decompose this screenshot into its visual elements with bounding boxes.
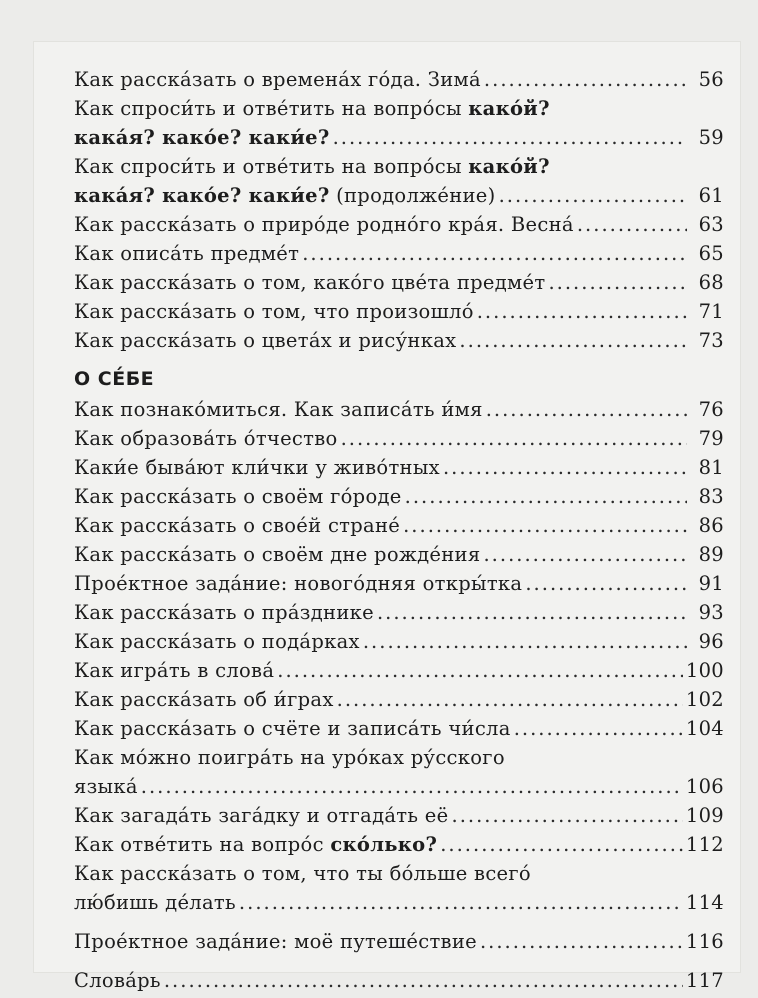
toc-entry [74, 329, 724, 358]
entry-title-bold: кака́я? како́е? каки́е? [74, 126, 330, 149]
page-number: 96 [698, 630, 724, 653]
page-number: 91 [698, 572, 724, 595]
entry-title: Как расска́зать о пода́рках [74, 630, 360, 653]
toc-entry [74, 242, 724, 271]
entry-title: Каки́е быва́ют кли́чки у живо́тных [74, 456, 440, 479]
entry-title-cont: языка́ [74, 775, 138, 798]
dot-leader [302, 242, 687, 265]
entry-title: Как образова́ть о́тчество [74, 427, 338, 450]
entry-title: Прое́ктное зада́ние: моё путеше́ствие [74, 930, 477, 953]
page-number: 68 [698, 271, 724, 294]
entry-title: Как познако́миться. Как записа́ть и́мя [74, 398, 483, 421]
entry-title-bold: како́й? [468, 155, 550, 178]
page-number: 93 [698, 601, 724, 624]
dot-leader [277, 659, 683, 682]
entry-title-bold: ско́лько? [330, 833, 438, 856]
toc-entry [74, 833, 724, 862]
dot-leader [459, 329, 687, 352]
entry-title: Как игра́ть в слова́ [74, 659, 275, 682]
toc-entry [74, 485, 724, 514]
dot-leader [363, 630, 687, 653]
entry-title-text: Как отве́тить на вопро́с [74, 833, 331, 856]
toc-entry [74, 930, 724, 959]
entry-title-text: Как спроси́ть и отве́тить на вопро́сы [74, 155, 462, 178]
entry-title [74, 97, 550, 120]
page-number: 116 [685, 930, 724, 953]
toc-entry-line2 [74, 184, 724, 213]
entry-title: Как расска́зать о том, како́го цве́та предме́т [74, 271, 546, 294]
dot-leader [577, 213, 687, 236]
entry-title [74, 833, 437, 856]
toc-entry [74, 271, 724, 300]
entry-title: Как мо́жно поигра́ть на уро́ках ру́сского [74, 746, 505, 769]
page-number: 79 [698, 427, 724, 450]
dot-leader [405, 485, 687, 508]
toc-entry-line2 [74, 775, 724, 804]
dot-leader [548, 271, 687, 294]
toc-entry-line1 [74, 97, 724, 126]
dot-leader [477, 300, 687, 323]
dot-leader [239, 891, 683, 914]
toc-entry [74, 300, 724, 329]
entry-title: Как расска́зать о цвета́х и рису́нках [74, 329, 457, 352]
dot-leader [483, 543, 687, 566]
entry-title-bold: како́й? [468, 97, 550, 120]
toc-entry [74, 717, 724, 746]
toc-entry [74, 543, 724, 572]
dot-leader [333, 126, 687, 149]
entry-title: Как загада́ть зага́дку и отгада́ть её [74, 804, 449, 827]
table-of-contents [74, 68, 724, 998]
dot-leader [443, 456, 687, 479]
entry-title-bold: кака́я? како́е? каки́е? [74, 184, 330, 207]
page-number: 56 [698, 68, 724, 91]
toc-entry-line1 [74, 155, 724, 184]
toc-entry [74, 398, 724, 427]
dot-leader [341, 427, 687, 450]
toc-entry [74, 427, 724, 456]
toc-entry [74, 659, 724, 688]
toc-entry [74, 572, 724, 601]
page-number: 102 [685, 688, 724, 711]
dot-leader [486, 398, 687, 421]
page-number: 73 [698, 329, 724, 352]
toc-entry [74, 68, 724, 97]
dot-leader [164, 969, 683, 992]
page-number: 112 [685, 833, 724, 856]
page-number: 81 [698, 456, 724, 479]
page-number: 65 [698, 242, 724, 265]
entry-title: Как описа́ть предме́т [74, 242, 300, 265]
entry-title: Как расска́зать о своём го́роде [74, 485, 402, 508]
toc-group-c [74, 930, 724, 959]
dot-leader [440, 833, 683, 856]
dot-leader [514, 717, 683, 740]
entry-title: Как расска́зать о времена́х го́да. Зима́ [74, 68, 481, 91]
entry-title: Как расска́зать о своём дне рожде́ния [74, 543, 481, 566]
entry-title: Как расска́зать о счёте и записа́ть чи́сла [74, 717, 511, 740]
section-heading: О СЕ́БЕ [74, 368, 155, 390]
toc-group-b [74, 398, 724, 920]
entry-title: Слова́рь [74, 969, 161, 992]
page-number: 117 [685, 969, 724, 992]
page-number: 59 [698, 126, 724, 149]
page-number: 86 [698, 514, 724, 537]
toc-entry [74, 456, 724, 485]
page-number: 61 [698, 184, 724, 207]
page-number: 63 [698, 213, 724, 236]
dot-leader [141, 775, 683, 798]
toc-entry-line2 [74, 126, 724, 155]
dot-leader [499, 184, 687, 207]
entry-title: Как расска́зать о свое́й стране́ [74, 514, 401, 537]
toc-group-a [74, 68, 724, 358]
entry-title [74, 155, 550, 178]
page-number: 104 [685, 717, 724, 740]
toc-entry-line1 [74, 862, 724, 891]
page-number: 83 [698, 485, 724, 508]
dot-leader [377, 601, 687, 624]
dot-leader [484, 68, 687, 91]
toc-entry-line2 [74, 891, 724, 920]
entry-title: Как расска́зать о том, что ты бо́льше всего́ [74, 862, 531, 885]
toc-entry [74, 688, 724, 717]
entry-title: Как расска́зать о приро́де родно́го кра́я. Весна́ [74, 213, 574, 236]
page-number: 106 [685, 775, 724, 798]
page-number: 114 [685, 891, 724, 914]
dot-leader [452, 804, 683, 827]
toc-entry [74, 601, 724, 630]
page-number: 71 [698, 300, 724, 323]
dot-leader [525, 572, 687, 595]
toc-entry [74, 630, 724, 659]
entry-title-cont [74, 126, 330, 149]
toc-entry [74, 213, 724, 242]
entry-title-text: (продолже́ние) [329, 184, 496, 207]
page-number: 109 [685, 804, 724, 827]
entry-title-cont: лю́бишь де́лать [74, 891, 236, 914]
entry-title-cont [74, 184, 496, 207]
dot-leader [403, 514, 687, 537]
entry-title: Как расска́зать о пра́зднике [74, 601, 374, 624]
toc-entry [74, 804, 724, 833]
page-number: 76 [698, 398, 724, 421]
toc-entry-line1 [74, 746, 724, 775]
entry-title: Как расска́зать об и́грах [74, 688, 334, 711]
entry-title-text: Как спроси́ть и отве́тить на вопро́сы [74, 97, 462, 120]
page-number: 89 [698, 543, 724, 566]
dot-leader [480, 930, 683, 953]
entry-title: Как расска́зать о том, что произошло́ [74, 300, 474, 323]
dot-leader [337, 688, 683, 711]
toc-entry [74, 514, 724, 543]
page-number: 100 [685, 659, 724, 682]
entry-title: Прое́ктное зада́ние: новогóдняя откры́тка [74, 572, 523, 595]
